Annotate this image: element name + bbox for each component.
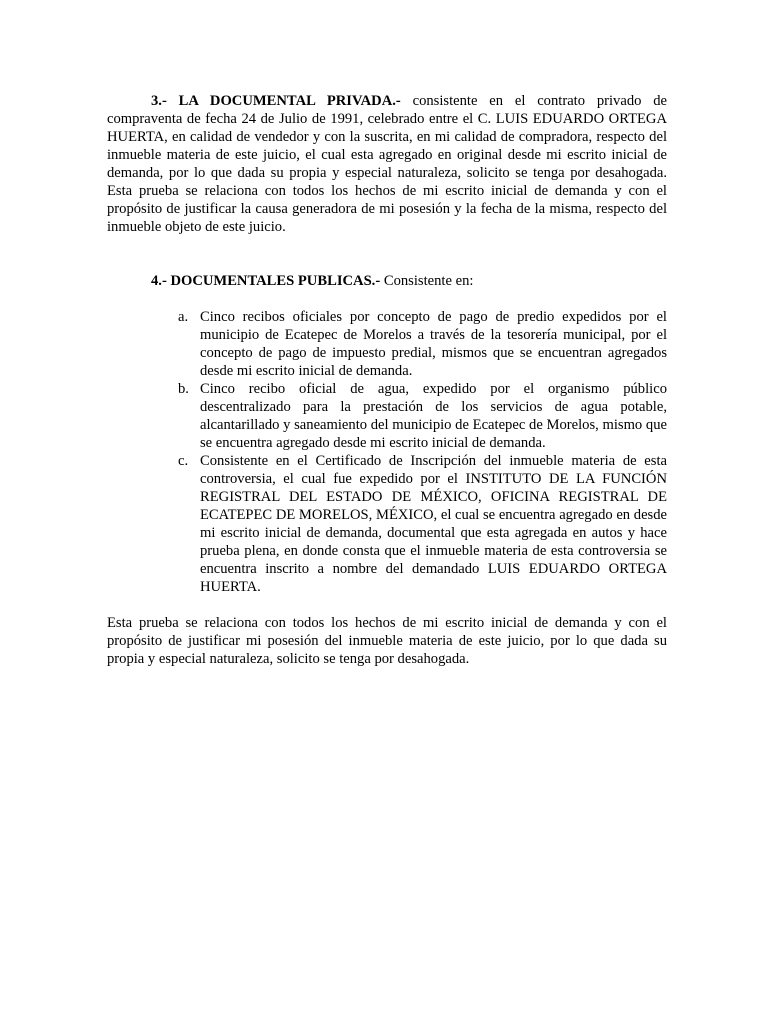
- list-item: [107, 452, 667, 596]
- section-4-intro: Consistente en:: [383, 273, 474, 289]
- document-body: [107, 92, 667, 668]
- list-item-text: Cinco recibos oficiales por concepto de pago de predio expedidos por el municipio de Ecatepec de Morelos a través de la tesorería municipal, por el concepto de pago de impuesto predial, mismos que se encuentran agregados desde mi escrito inicial de demanda.: [200, 309, 667, 379]
- section-4-heading: 4.- DOCUMENTALES PUBLICAS.-: [151, 273, 381, 289]
- section-4-closing-paragraph: Esta prueba se relaciona con todos los hechos de mi escrito inicial de demanda y con el propósito de justificar mi posesión del inmueble materia de este juicio, por lo que dada su propia y especial naturaleza, solicito se tenga por desahogada.: [107, 615, 667, 667]
- list-item-marker: a.: [178, 309, 189, 325]
- section-3-body: consistente en el contrato privado de compraventa de fecha 24 de Julio de 1991, celebrado entre el C. LUIS EDUARDO ORTEGA HUERTA, en calidad de vendedor y con la suscrita, en mi calidad de compradora, respecto del inmueble materia de este juicio, el cual esta agregado en original desde mi escrito inicial de demanda, por lo que dada su propia y especial naturaleza, solicito se tenga por desahogada. Esta prueba se relaciona con todos los hechos de mi escrito inicial de demanda y con el propósito de justificar la causa generadora de mi posesión y la fecha de la misma, respecto del inmueble objeto de este juicio.: [107, 93, 668, 235]
- list-item-text: Cinco recibo oficial de agua, expedido por el organismo público descentralizado para la prestación de los servicios de agua potable, alcantarillado y saneamiento del municipio de Ecatepec de Morelos, mismo que se encuentra agregado desde mi escrito inicial de demanda.: [200, 381, 667, 451]
- section-4-heading-line: [107, 272, 667, 290]
- list-item-marker: c.: [178, 453, 189, 469]
- list-item-text: Consistente en el Certificado de Inscripción del inmueble materia de esta controversia, el cual fue expedido por el INSTITUTO DE LA FUNCIÓN REGISTRAL DEL ESTADO DE MÉXICO, OFICINA REGISTRAL DE ECATEPEC DE MORELOS, MÉXICO, el cual se encuentra agregado en desde mi escrito inicial de demanda, documental que esta agregada en autos y hace prueba plena, en donde consta que el inmueble materia de esta controversia se encuentra inscrito a nombre del demandado LUIS EDUARDO ORTEGA HUERTA.: [200, 453, 667, 595]
- section-3-heading: 3.- LA DOCUMENTAL PRIVADA.-: [151, 93, 401, 109]
- section-4-list: [107, 308, 667, 596]
- list-item-marker: b.: [178, 381, 189, 397]
- list-item: [107, 380, 667, 452]
- section-3-paragraph: [107, 92, 667, 236]
- list-item: [107, 308, 667, 380]
